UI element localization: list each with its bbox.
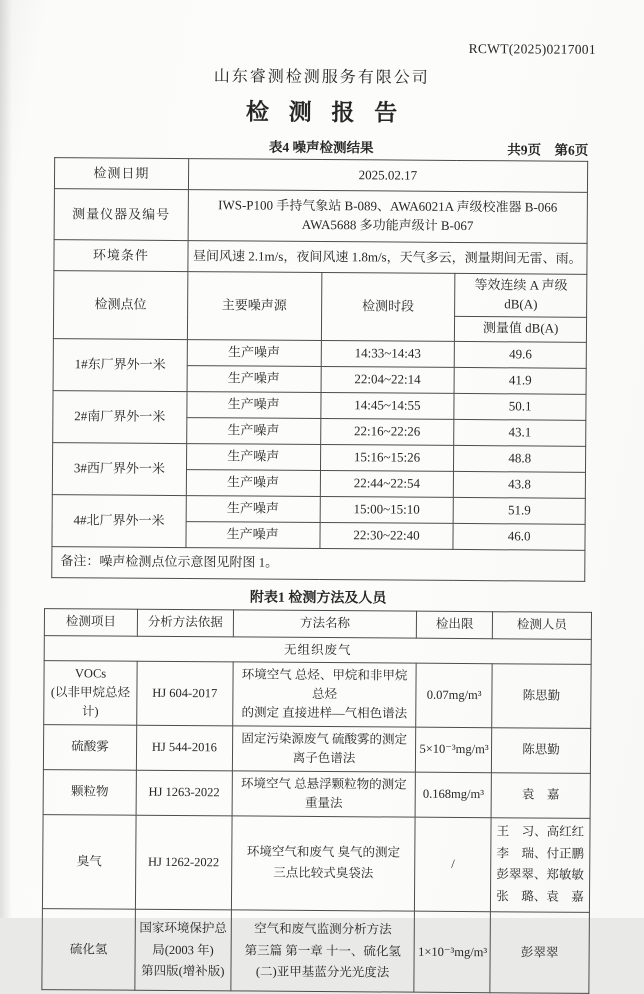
table-row (53, 442, 586, 472)
company-name: 山东睿测检测服务有限公司 (213, 68, 430, 87)
col-header-item: 检测项目 (44, 608, 137, 636)
methods-personnel-table (41, 608, 592, 994)
value-cell: 46.0 (453, 523, 585, 550)
table-row (53, 390, 586, 420)
info-label: 环境条件 (54, 240, 188, 272)
table-row (43, 769, 590, 818)
period-cell: 14:33~14:43 (321, 340, 455, 367)
report-number: RCWT(2025)0217001 (468, 41, 596, 57)
methods-table-caption: 附表1 检测方法及人员 (249, 590, 387, 607)
detection-date: 2025.02.17 (188, 159, 587, 193)
col-header-method: 方法名称 (233, 610, 417, 638)
item-cell: 硫酸雾 (43, 724, 136, 770)
value-cell: 49.6 (455, 341, 587, 368)
value-cell: 43.8 (454, 471, 586, 498)
basis-cell: 国家环境保护总 局(2003 年) 第四版(增补版) (135, 909, 231, 991)
method-cell: 环境空气和废气 臭气的测定 三点比较式臭袋法 (231, 816, 415, 912)
item-cell: VOCs (以非甲烷总烃计) (44, 661, 137, 725)
table-row (53, 338, 586, 368)
period-cell: 15:00~15:10 (320, 496, 454, 523)
personnel-cell: 袁 嘉 (491, 772, 590, 818)
source-cell: 生产噪声 (187, 391, 321, 418)
method-cell: 环境空气 总悬浮颗粒物的测定 重量法 (232, 771, 416, 817)
value-cell: 50.1 (454, 393, 586, 420)
basis-cell: HJ 604-2017 (137, 662, 233, 726)
page-count: 共9页 第6页 (507, 142, 589, 158)
source-cell: 生产噪声 (186, 417, 320, 444)
col-header-limit: 检出限 (417, 611, 493, 639)
value-cell: 41.9 (454, 367, 586, 394)
col-header-point: 检测点位 (53, 271, 187, 340)
limit-cell: 1×10⁻³mg/m³ (414, 911, 490, 993)
point-cell: 4#北厂界外一米 (52, 494, 186, 547)
info-label: 检测日期 (54, 158, 188, 190)
page-title: 检 测 报 告 (245, 99, 405, 126)
period-cell: 22:16~22:26 (320, 418, 454, 445)
remark-cell: 备注：噪声检测点位示意图见附图 1。 (52, 546, 585, 581)
value-cell: 48.8 (454, 445, 586, 472)
table-row (52, 494, 585, 524)
item-cell: 颗粒物 (43, 769, 136, 815)
point-cell: 3#西厂界外一米 (52, 442, 186, 495)
col-header-level: 等效连续 A 声级 dB(A) (455, 273, 587, 317)
limit-cell: 5×10⁻³mg/m³ (416, 727, 492, 773)
point-cell: 2#南厂界外一米 (53, 390, 187, 443)
col-header-personnel: 检测人员 (492, 611, 591, 639)
point-cell: 1#东厂界外一米 (53, 338, 187, 391)
col-header-measured: 测量值 dB(A) (455, 316, 587, 342)
noise-table-caption: 表4 噪声检测结果 (268, 139, 374, 156)
table-row (43, 724, 590, 773)
method-cell: 环境空气 总烃、甲烷和非甲烷总烃 的测定 直接进样—气相色谱法 (232, 662, 416, 727)
item-cell: 硫化氢 (42, 909, 136, 991)
table-row (44, 661, 591, 728)
table-row (54, 240, 587, 275)
value-cell: 43.1 (454, 419, 586, 446)
source-cell: 生产噪声 (186, 495, 320, 522)
page-content (0, 38, 644, 994)
period-cell: 22:30~22:40 (320, 522, 454, 549)
col-header-basis: 分析方法依据 (137, 609, 233, 637)
table-row (42, 909, 590, 994)
basis-cell: HJ 544-2016 (136, 725, 232, 771)
limit-cell: 0.168mg/m³ (416, 772, 492, 818)
personnel-cell: 陈思勤 (492, 664, 591, 728)
basis-cell: HJ 1262-2022 (135, 815, 231, 910)
method-cell: 空气和废气监测分析方法 第三篇 第一章 十一、硫化氢 (二)亚甲基蓝分光光度法 (231, 910, 415, 992)
period-cell: 22:04~22:14 (321, 366, 455, 393)
personnel-cell: 陈思勤 (491, 727, 590, 773)
info-label: 测量仪器及编号 (54, 189, 188, 241)
period-cell: 15:16~15:26 (320, 444, 454, 471)
personnel-cell: 彭翠翠 (490, 912, 590, 994)
instruments-value: IWS-P100 手持气象站 B-089、AWA6021A 声级校准器 B-066 AWA5688 多功能声级计 B-067 (188, 190, 588, 244)
source-cell: 生产噪声 (186, 443, 320, 470)
category-cell: 无组织废气 (44, 635, 591, 665)
noise-results-table (51, 157, 588, 581)
table-header-row (44, 608, 591, 639)
table-row (54, 189, 587, 244)
period-cell: 14:45~14:55 (320, 392, 454, 419)
personnel-cell: 王 习、高红红 李 瑞、付正鹏 彭翠翠、郑敏敏 张 璐、袁 嘉 (490, 817, 590, 912)
limit-cell: 0.07mg/m³ (416, 664, 492, 728)
environment-value: 昼间风速 2.1m/s，夜间风速 1.8m/s，天气多云，测量期间无雷、雨。 (188, 241, 587, 275)
table-header-row (54, 271, 587, 317)
item-cell: 臭气 (42, 814, 136, 909)
period-cell: 22:44~22:54 (320, 470, 454, 497)
source-cell: 生产噪声 (187, 365, 321, 392)
table-row (52, 546, 585, 581)
value-cell: 51.9 (453, 497, 585, 524)
table-row (54, 158, 587, 193)
table-row (42, 814, 590, 912)
source-cell: 生产噪声 (186, 469, 320, 496)
source-cell: 生产噪声 (186, 521, 320, 548)
col-header-source: 主要噪声源 (187, 272, 321, 341)
category-row (44, 635, 591, 665)
method-cell: 固定污染源废气 硫酸雾的测定 离子色谱法 (232, 726, 416, 772)
basis-cell: HJ 1263-2022 (136, 770, 232, 816)
limit-cell: / (415, 817, 491, 912)
col-header-period: 检测时段 (321, 273, 455, 342)
noise-table-caption-row (54, 134, 588, 158)
source-cell: 生产噪声 (187, 339, 321, 366)
